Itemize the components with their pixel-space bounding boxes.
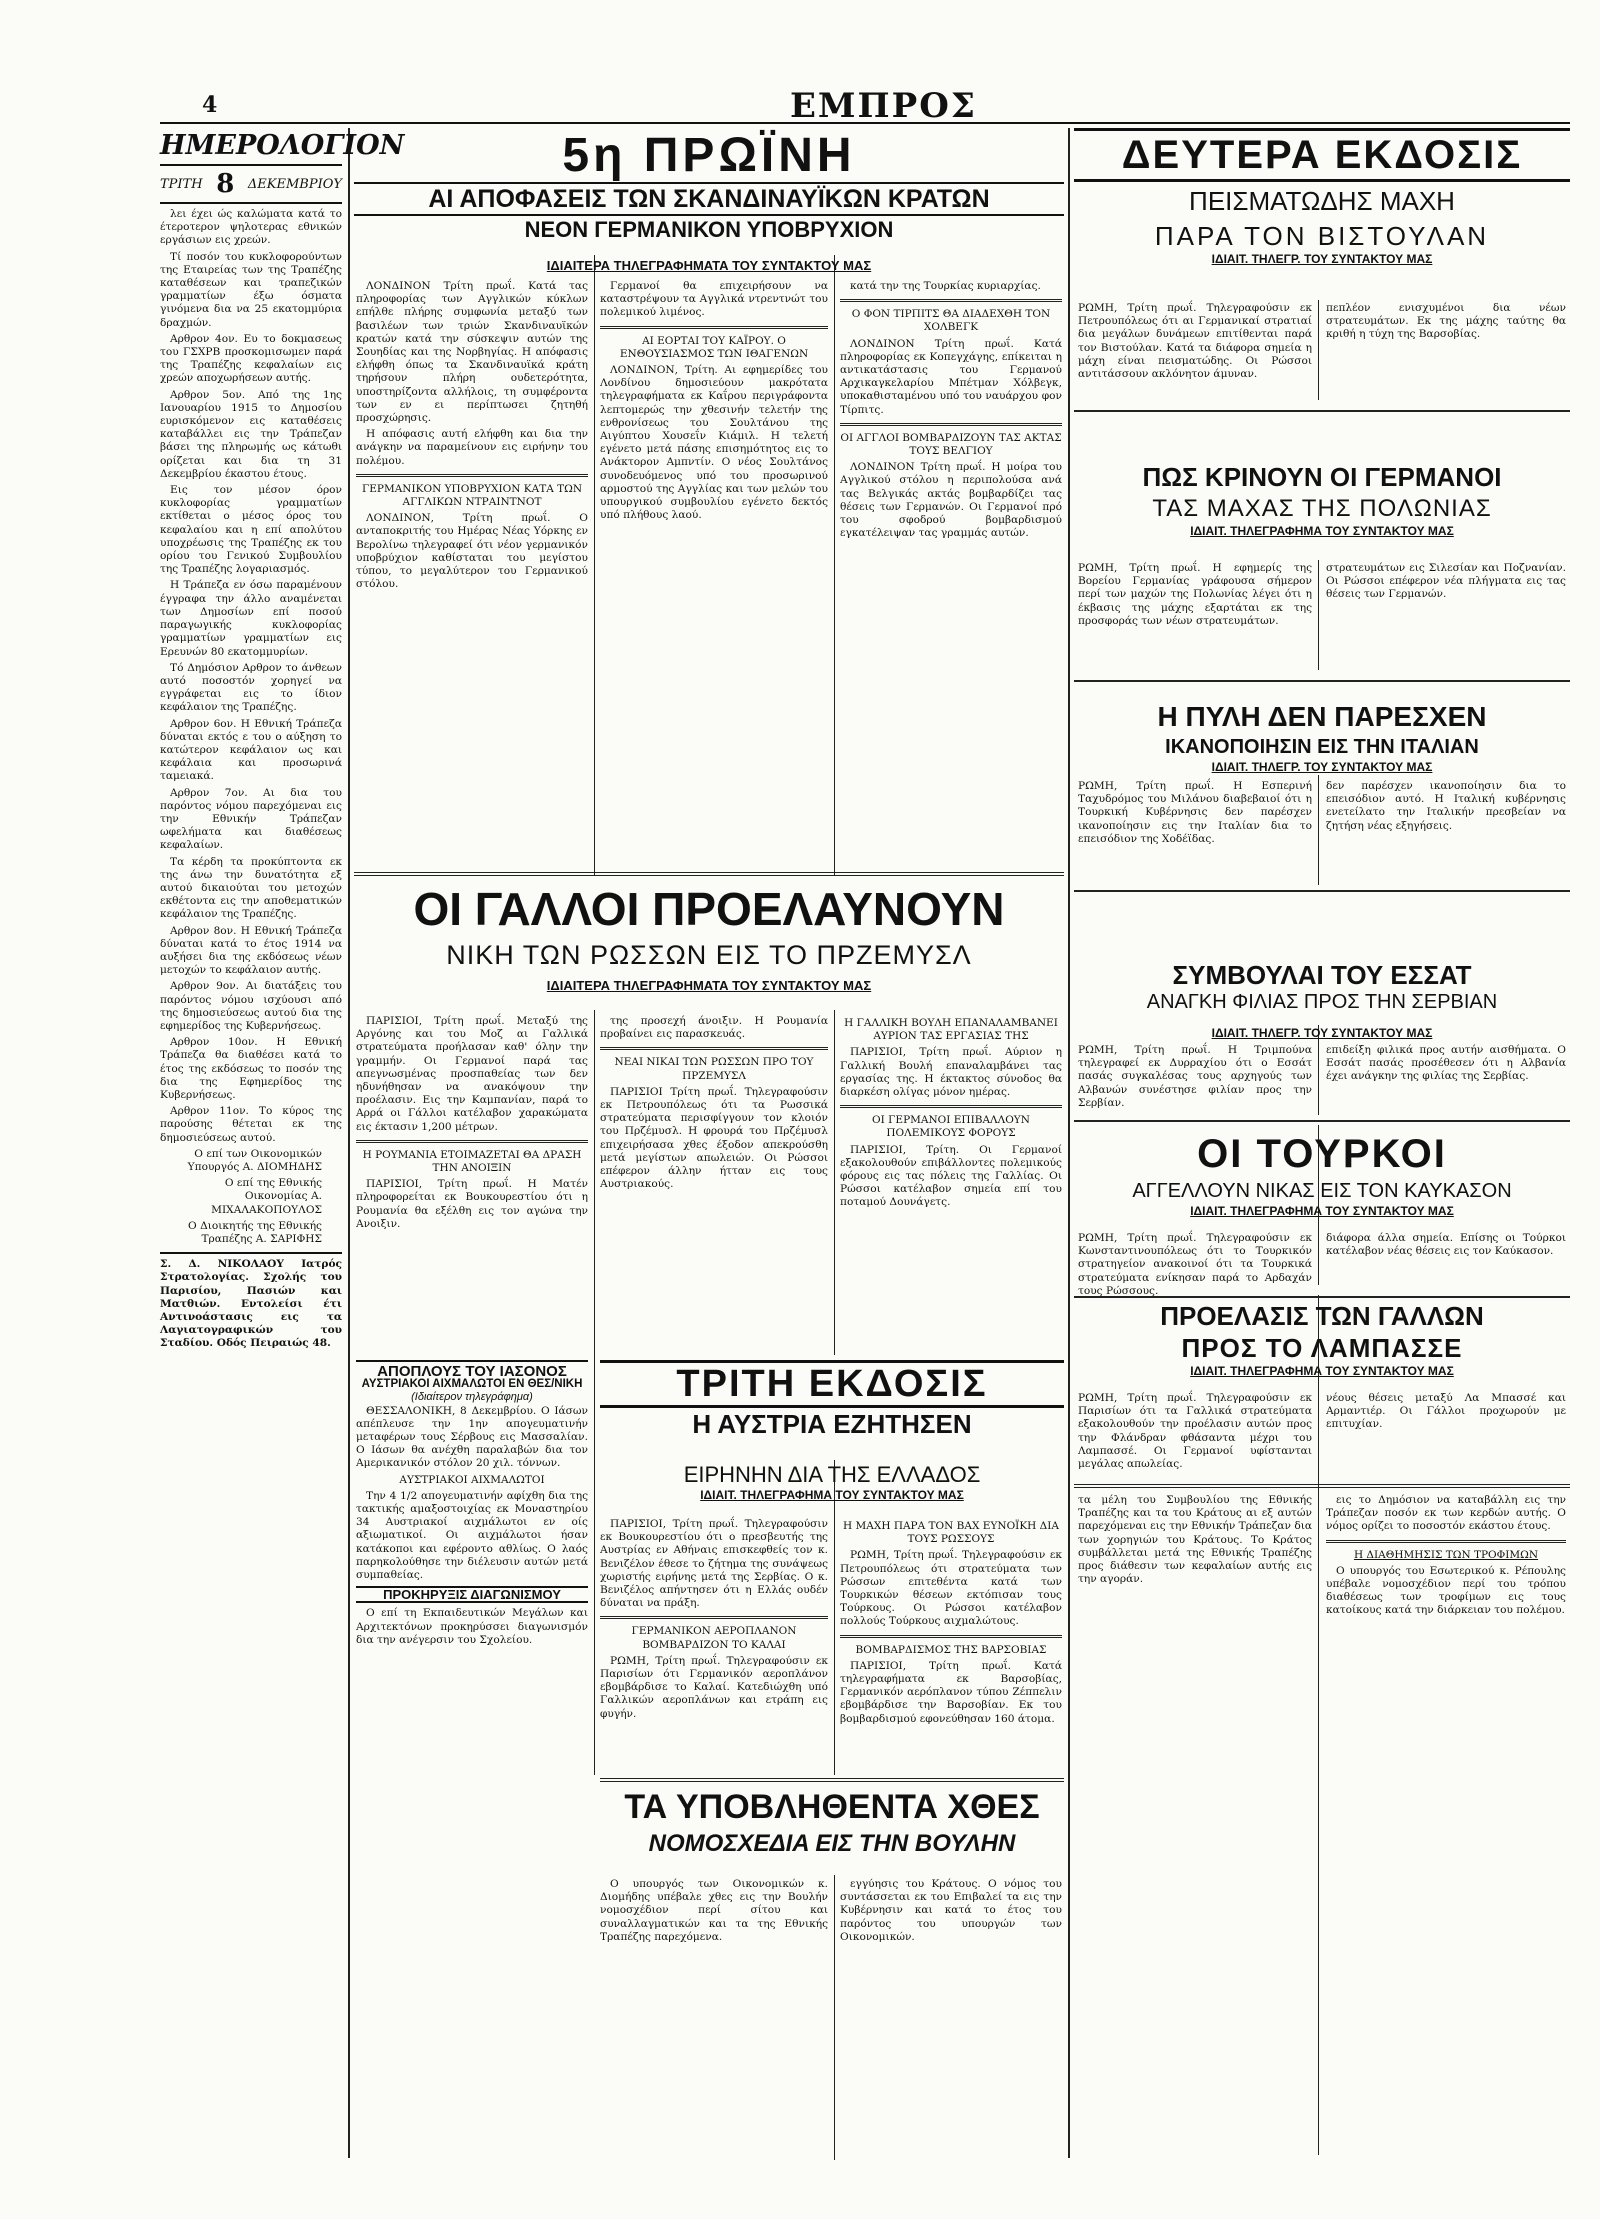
calendar-paragraph: Αρθρον 10ον. Η Εθνική Τράπεζα θα διαθέσει κατά το έτος της εκδόσεως το ποσόν της δια της Εφημερίδος της Κυβερνήσεως.: [160, 1036, 342, 1101]
byline: (Ιδιαίτερον τηλεγράφημα): [411, 1391, 533, 1404]
divider: [356, 1140, 588, 1143]
headline: ΠΩΣ ΚΡΙΝΟΥΝ ΟΙ ΓΕΡΜΑΝΟΙ: [1142, 462, 1502, 492]
article-bank-law: τα μέλη του Συμβουλίου της Εθνικής Τραπέζης και τα του Κράτους αι εξ αυτών παρεχόμεναι εις την Εθνικήν Τράπεζαν δια των χορηγιών του Κράτους. Το Κράτος συμβάλλεται μετά της Εθνικής Τραπέζης προς διάθεσιν των κεφαλαίων αυτής εις την αγοράν.: [1078, 1494, 1312, 1586]
third-edition-header: [600, 1360, 1064, 1460]
article-caucasus: ΡΩΜΗ, Τρίτη πρωΐ. Τηλεγραφούσιν εκ Κωνσταντινουπόλεως ότι το Τουρκικόν στρατηγείον ανακοινοί ότι τα Τουρκικά στρατεύματα ενίκησαν παρά το Αρδαχάν τους Ρώσσους.: [1078, 1232, 1312, 1297]
divider: [840, 299, 1062, 302]
column-divider: [1318, 1295, 1319, 2155]
calendar-paragraph: Τα κέρδη τα προκύπτοντα εκ της άνω την δυνατότητα εξ αυτού δικαιούται του μετοχών εκθέτοντα εις την αποθεματικών κεφάλαιον της Τραπέζης.: [160, 855, 342, 921]
article-french-chamber: [840, 1015, 1062, 1355]
column-divider: [834, 1875, 835, 2160]
article-poland-cont: στρατευμάτων εις Σιλεσίαν και Ποζνανίαν. Οι Ρώσσοι επέφερον νέα πλήγματα εις τας θέσεις των Γερμανών.: [1326, 562, 1566, 601]
article-text: ΠΑΡΙΣΙΟΙ, Τρίτη πρωΐ. Κατά τηλεγραφήματα εκ Βαρσοβίας, Γερμανικόν αερόπλανον τύπου Ζέππελιν εβομβάρδισε την Βαρσοβίαν. Εκ του βομβαρδισμού εφονεύθησαν 160 άτομα.: [840, 1659, 1062, 1725]
article-head: Η ΡΟΥΜΑΝΙΑ ΕΤΟΙΜΑΖΕΤΑΙ ΘΑ ΔΡΑΣΗ ΤΗΝ ΑΝΟΙΞΙΝ: [362, 1148, 582, 1175]
calendar-title: ΗΜΕΡΟΛΟΓΙΟΝ: [160, 130, 342, 166]
article-lambasse-cont: νέους θέσεις μεταξύ Λα Μπασσέ και Αρμαντιέρ. Οι Γάλλοι προχωρούν με επιτυχίαν.: [1326, 1392, 1566, 1431]
article-poland: ΡΩΜΗ, Τρίτη πρωΐ. Η εφημερίς της Βορείου Γερμανίας γράφουσα σήμερον περί των μαχών της Πολωνίας λέγει ότι η έκβασις της μάχης εξαρτάται εκ της προσφοράς των νέων στρατευμάτων.: [1078, 562, 1312, 627]
masthead: ΕΜΠΡΟΣ: [790, 86, 977, 126]
byline: ΙΔΙΑΙΤ. ΤΗΛΕΓΡΑΦΗΜΑ ΤΟΥ ΣΥΝΤΑΚΤΟΥ ΜΑΣ: [700, 1488, 964, 1502]
article-vistula-cont: πεπλέον ενισχυμένοι δια νέων στρατευμάτων. Εκ της μάχης ταύτης θα κριθή η τύχη της Βαρσοβίας.: [1326, 302, 1566, 341]
article-gallic-advance: [356, 1015, 588, 1355]
calendar-date-number: 8: [216, 169, 235, 199]
section-rule: [1074, 1120, 1570, 1122]
article-jason: [356, 1360, 588, 2160]
article-head: ΓΕΡΜΑΝΙΚΟΝ ΑΕΡΟΠΛΑΝΟΝ ΒΟΜΒΑΡΔΙΖΟΝ ΤΟ ΚΑΛΑΙ: [631, 1625, 797, 1651]
article-text: της προσεχή άνοιξιν. Η Ρουμανία προβαίνει εις παρασκευάς.: [600, 1015, 828, 1041]
judge-header: [1074, 460, 1570, 560]
edition-title: ΤΡΙΤΗ ΕΚΔΟΣΙΣ: [600, 1360, 1064, 1408]
subhead: ΝΕΟΝ ΓΕΡΜΑΝΙΚΟΝ ΥΠΟΒΡΥΧΙΟΝ: [524, 217, 894, 242]
section-rule: [1074, 410, 1570, 412]
article-italy-cont: δεν παρέσχεν ικανοποίησιν δια το επεισόδιον αυτό. Η Ιταλική κυβέρνησις ενετείλατο την Ιταλικήν πρεσβείαν να ζητήση νέας εξηγήσεις.: [1326, 780, 1566, 832]
article-text: ΛΟΝΔΙΝΟΝ, Τρίτη. Αι εφημερίδες του Λονδίνου δημοσιεύουν μακρότατα τηλεγραφήματα εκ Καΐρου περιγράφοντα λεπτομερώς την χθεσινήν τελετήν της ενθρονίσεως του Σουλτάνου της Αιγύπτου Χουσεΐν Κιάμιλ. Η τελετή εγένετο μετά πάσης επισημότητος εις το Ανάκτορον Αμπντίν. Ο νέος Σουλτάνος συνοδευόμενος υπό του προσωρινού αρμοστού της Αγγλίας και των μελών του υπουργικού συμβουλίου εγένετο δεκτός υπό πλήθους λαού.: [600, 364, 828, 522]
divider: [1326, 1540, 1566, 1543]
article-head: ΒΟΜΒΑΡΔΙΣΜΟΣ ΤΗΣ ΒΑΡΣΟΒΙΑΣ: [855, 1643, 1047, 1656]
article-text: ΠΑΡΙΣΙΟΙ Τρίτη πρωΐ. Τηλεγραφούσιν εκ Πετρουπόλεως ότι τα Ρωσσικά στρατεύματα περισφίγγουν τον κλοιόν του Πρζέμυσλ. Η φρουρά του Πρζέμυσλ επιχειρήσασα χθες έξοδον απεκρούσθη μετά μεγίστων απωλειών. Οι Ρώσσοι επέφερον άλλην ήτταν εις τους Αυστριακούς.: [600, 1085, 828, 1191]
essat-header: [1074, 960, 1570, 1024]
headline: ΤΑ ΥΠΟΒΛΗΘΕΝΤΑ ΧΘΕΣ: [624, 1788, 1040, 1826]
second-edition-header: [1074, 128, 1570, 298]
divider: [600, 1616, 828, 1619]
calendar-paragraph: Αρθρον 9ον. Αι διατάξεις του παρόντος νόμου ισχύουσι από της δημοσιεύσεως αυτού δια της εφημερίδος της Κυβερνήσεως.: [160, 980, 342, 1032]
subhead: ΝΟΜΟΣΧΕΔΙΑ ΕΙΣ ΤΗΝ ΒΟΥΛΗΝ: [648, 1830, 1016, 1857]
byline: ΙΔΙΑΙΤ. ΤΗΛΕΓΡΑΦΗΜΑ ΤΟΥ ΣΥΝΤΑΚΤΟΥ ΜΑΣ: [1190, 1364, 1454, 1378]
headline: ΟΙ ΤΟΥΡΚΟΙ: [1197, 1132, 1447, 1176]
article-bank-law-cont: [1326, 1494, 1566, 2154]
headline: ΑΙ ΑΠΟΦΑΣΕΙΣ ΤΩΝ ΣΚΑΝΔΙΝΑΥΪΚΩΝ ΚΡΑΤΩΝ: [354, 182, 1064, 216]
article-tirpitz: [840, 280, 1062, 870]
article-head: ΑΠΟΠΛΟΥΣ ΤΟΥ ΙΑΣΟΝΟΣ: [356, 1360, 588, 1378]
column-divider: [1318, 775, 1319, 885]
byline: ΙΔΙΑΙΤΕΡΑ ΤΗΛΕΓΡΑΦΗΜΑΤΑ ΤΟΥ ΣΥΝΤΑΚΤΟΥ ΜΑΣ: [546, 258, 872, 273]
article-text: εγγύησις του Κράτους. Ο νόμος του συντάσσεται εκ του Επιβαλεί τα εις την Κυβέρνησιν και κατά το έτος του παρόντος του υπουργών των Οικονομικών.: [840, 1878, 1062, 1943]
fifth-edition-header: [354, 130, 1064, 255]
signature: Ο επί της Εθνικής Οικονομίας Α. ΜΙΧΑΛΑΚΟΠΟΥΛΟΣ: [211, 1177, 322, 1216]
advance-header: [1074, 1300, 1570, 1390]
section-rule: [1074, 1296, 1570, 1298]
essat-byline: ΙΔΙΑΙΤ. ΤΗΛΕΓΡ. ΤΟΥ ΣΥΝΤΑΚΤΟΥ ΜΑΣ: [1211, 1026, 1433, 1040]
article-head: Ο ΦΟΝ ΤΙΡΠΙΤΣ ΘΑ ΔΙΑΔΕΧΘΗ ΤΟΝ ΧΟΛΒΕΓΚ: [851, 308, 1051, 334]
article-head: ΓΕΡΜΑΝΙΚΟΝ ΥΠΟΒΡΥΧΙΟΝ ΚΑΤΑ ΤΩΝ ΑΓΓΛΙΚΩΝ ΝΤΡΑΙΝΤΝΟΤ: [361, 482, 583, 509]
article-text: ΛΟΝΔΙΝΟΝ, Τρίτη πρωΐ. Ο ανταποκριτής του Ημέρας Νέας Υόρκης εν Βερολίνω τηλεγραφεί ότι νέον γερμανικόν υποβρύχιον καθίσταται του μεγίστου τύπου, το μεγαλύτερον του Γερμανικού στόλου.: [356, 512, 588, 591]
calendar-paragraph: Η Τράπεζα εν όσω παραμένουν έγγραφα την άλλο αναμένεται των Δημοσίων επί ποσού παραγωγικής κυκλοφορίας γραμματίων γραμματίων εις Ερευνών 80 εκατομμυρίων.: [160, 579, 342, 658]
article-text: κατά την της Τουρκίας κυριαρχίας.: [850, 280, 1041, 292]
section-rule: [1074, 890, 1570, 892]
calendar-body: [160, 208, 342, 1246]
gallic-header: [354, 880, 1064, 1010]
article-text: Ο υπουργός των Οικονομικών κ. Διομήδης υπέβαλε χθες εις την Βουλήν νομοσχέδιον περί σίτου και συναλλαγματικών και τα της Εθνικής Τραπέζης παρεχόμενα.: [600, 1878, 828, 1943]
article-head: ΑΥΣΤΡΙΑΚΟΙ ΑΙΧΜΑΛΩΤΟΙ: [399, 1473, 545, 1486]
article-austria-peace: [600, 1518, 828, 1773]
signature: Ο Διοικητής της Εθνικής Τραπέζης Α. ΣΑΡΙΦΗΣ: [188, 1219, 322, 1246]
article-przemysl: [600, 1015, 828, 1355]
gate-header: [1074, 700, 1570, 780]
column-divider: [594, 1355, 595, 1775]
subhead: ΑΝΑΓΚΗ ΦΙΛΙΑΣ ΠΡΟΣ ΤΗΝ ΣΕΡΒΙΑΝ: [1146, 991, 1498, 1013]
article-text: ΠΑΡΙΣΙΟΙ, Τρίτη πρωΐ. Μεταξύ της Αργόνης και του Μοζ αι Γαλλικά στρατεύματα προήλασαν καθ' όλην την γραμμήν. Οι Γερμανοί παρά τας απεγνωσμένας προσπαθείας των δεν ηδυνήθησαν να ανακόψουν την προέλασιν. Εις την Καμπανίαν, παρά το Αρρά οι Γάλλοι κατέλαβον χαρακώματα εις έκτασιν 1,200 μέτρων.: [356, 1015, 588, 1133]
article-cairo: [600, 280, 828, 870]
article-head: ΟΙ ΓΕΡΜΑΝΟΙ ΕΠΙΒΑΛΛΟΥΝ ΠΟΛΕΜΙΚΟΥΣ ΦΟΡΟΥΣ: [872, 1114, 1030, 1140]
divider: [600, 326, 828, 329]
section-rule: [1074, 1484, 1570, 1488]
calendar-month: ΔΕΚΕΜΒΡΙΟΥ: [247, 176, 342, 192]
calendar-paragraph: Αρθρον 4ον. Ευ το δοκμασεως του ΓΣΧΡΒ προσκομισωμεν παρά της Τραπέζης κεφαλαίων εις χρεών αποχωρήσεων αυτής.: [160, 332, 342, 385]
article-head: Η ΔΙΑΘΗΜΗΣΙΣ ΤΩΝ ΤΡΟΦΙΜΩΝ: [1353, 1548, 1539, 1561]
bills-header: [600, 1785, 1064, 1873]
subhead: ΤΑΣ ΜΑΧΑΣ ΤΗΣ ΠΟΛΩΝΙΑΣ: [1152, 495, 1492, 522]
headline: Η ΠΥΛΗ ΔΕΝ ΠΑΡΕΣΧΕΝ: [1157, 701, 1487, 732]
article-text: ΘΕΣΣΑΛΟΝΙΚΗ, 8 Δεκεμβρίου. Ο Ιάσων απέπλευσε την 1ην απογευματινήν μεταφέρων τους Σέρβους εις Μασσαλίαν. Ο Ιάσων θα ανέχθη παραλαβών δια τον Αμερικανικόν στόλον 20 χιλ. τόννων.: [356, 1404, 588, 1470]
article-italy: ΡΩΜΗ, Τρίτη πρωΐ. Η Εσπερινή Ταχυδρόμος του Μιλάνου διαβεβαιοί ότι η Τουρκική Κυβέρνησις δεν παρέσχεν ικανοποίησιν εις την Ιταλίαν δια το επεισόδιον της Χοδέϊδας.: [1078, 780, 1312, 845]
column-divider: [834, 255, 835, 875]
divider: [840, 1635, 1062, 1638]
calendar-paragraph: Τί ποσόν του κυκλοφορούντων της Εταιρείας των της Τραπέζης καταθέσεων και τραπεζικών γραμματίων έξω όσματα γινόμενα δια να 25 εκατομμύρια δραχμών.: [160, 250, 342, 329]
section-rule: [600, 1778, 1064, 1782]
headline: ΟΙ ΓΑΛΛΟΙ ΠΡΟΕΛΑΥΝΟΥΝ: [413, 883, 1005, 935]
article-scandinavian: [356, 280, 588, 870]
headline: ΠΡΟΕΛΑΣΙΣ ΤΩΝ ΓΑΛΛΩΝ: [1160, 1301, 1484, 1331]
divider: [356, 474, 588, 477]
subhead: ΑΓΓΕΛΛΟΥΝ ΝΙΚΑΣ ΕΙΣ ΤΟΝ ΚΑΥΚΑΣΟΝ: [1132, 1180, 1512, 1202]
article-head: Η ΓΑΛΛΙΚΗ ΒΟΥΛΗ ΕΠΑΝΑΛΑΜΒΑΝΕΙ ΑΥΡΙΟΝ ΤΑΣ ΕΡΓΑΣΙΑΣ ΤΗΣ: [844, 1017, 1058, 1043]
column-divider: [1068, 128, 1070, 2158]
divider: [840, 423, 1062, 426]
subhead: ΝΙΚΗ ΤΩΝ ΡΩΣΣΩΝ ΕΙΣ ΤΟ ΠΡΖΕΜΥΣΛ: [446, 940, 972, 970]
calendar-paragraph: λει έχει ώς καλώματα κατά το έτεροτερον ψηλοτερας εθνικών εργάσιων εις χρεών.: [160, 208, 342, 247]
byline: ΙΔΙΑΙΤ. ΤΗΛΕΓΡΑΦΗΜΑ ΤΟΥ ΣΥΝΤΑΚΤΟΥ ΜΑΣ: [1190, 524, 1454, 538]
headline: ΠΕΙΣΜΑΤΩΔΗΣ ΜΑΧΗ: [1189, 186, 1455, 216]
column-divider: [834, 1010, 835, 1355]
calendar-paragraph: Τό Δημόσιον Αρθρον το άνθεων αυτό ποσοστόν χορηγεί να εγγράφεται εις το ίδιον κεφάλαιον της Τραπέζης.: [160, 661, 342, 714]
calendar-paragraph: Αρθρον 7ον. Αι δια του παρόντος νόμου παρεχόμεναι εις την Εθνικήν Τράπεζαν ωφελήματα και διαθέσεως κεφαλαίων.: [160, 786, 342, 852]
headline: ΣΥΜΒΟΥΛΑΙ ΤΟΥ ΕΣΣΑΤ: [1172, 960, 1472, 990]
article-bills: [600, 1878, 828, 2158]
edition-title: ΔΕΥΤΕΡΑ ΕΚΔΟΣΙΣ: [1074, 128, 1570, 182]
column-divider: [348, 128, 350, 2158]
calendar-paragraph: Αρθρον 6ον. Η Εθνική Τράπεζα δύναται εκτός ε του ο αύξηση το κατώτερον κεφάλαιον ως και κεφάλαια και προσωρινά ταμειακά.: [160, 717, 342, 783]
article-text: ΠΑΡΙΣΙΟΙ, Τρίτη. Οι Γερμανοί εξακολουθούν επιβάλλοντες πολεμικούς φόρους εις τας πόλεις της Γαλλίας. Οι Ρώσσοι κατέλαβον σημεία επί του ποταμού Δουνάγετς.: [840, 1143, 1062, 1209]
column-divider: [1318, 560, 1319, 670]
byline: ΙΔΙΑΙΤΕΡΑ ΤΗΛΕΓΡΑΦΗΜΑΤΑ ΤΟΥ ΣΥΝΤΑΚΤΟΥ ΜΑΣ: [546, 978, 872, 993]
column-divider: [594, 255, 595, 875]
article-text: ΠΑΡΙΣΙΟΙ, Τρίτη πρωΐ. Αύριον η Γαλλική Βουλή επαναλαμβάνει τας εργασίας της. Η έκτακτος σύνοδος θα διαρκέση ολίγας μόνον ημέρας.: [840, 1046, 1062, 1099]
article-text: Ο υπουργός του Εσωτερικού κ. Ρέπουλης υπέβαλε νομοσχέδιον περί του τρόπου διαθέσεως των τροφίμων εις τους κατοίκους κατά την διάρκειαν του πολέμου.: [1326, 1564, 1566, 1617]
byline: ΙΔΙΑΙΤ. ΤΗΛΕΓΡ. ΤΟΥ ΣΥΝΤΑΚΤΟΥ ΜΑΣ: [1211, 760, 1433, 774]
article-essat: ΡΩΜΗ, Τρίτη πρωΐ. Η Τριμπούνα τηλεγραφεί εκ Δυρραχίου ότι ο Εσσάτ πασάς συγκαλέσας τους αρχηγούς των Αλβανών συνέστησε φιλίαν προς την Σερβίαν.: [1078, 1044, 1312, 1109]
divider: [840, 1105, 1062, 1108]
top-rule: [160, 122, 1570, 124]
article-text: ΛΟΝΔΙΝΟΝ Τρίτη πρωΐ. Κατά πληροφορίας εκ Κοπεγχάγης, επίκειται η αντικατάστασις του Γερμανού Αρχικαγκελαρίου Μπέτμαν Χόλβεγκ, υποκαθισταμένου υπό του ναυάρχου φον Τίρπιτς.: [840, 337, 1062, 416]
section-rule: [1074, 680, 1570, 682]
article-text: Γερμανοί θα επιχειρήσουν να καταστρέψουν τα Αγγλικά ντρεντνώτ του πολεμικού λιμένος.: [600, 280, 828, 319]
article-text: ΛΟΝΔΙΝΟΝ Τρίτη πρωΐ. Κατά τας πληροφορίας των Αγγλικών κύκλων επήλθε πλήρης συμφωνία μεταξύ των βασιλέων των τριών Σκανδιναυϊκών κρατών κατά την σύσκεψιν αυτών της Σουηδίας και της Νορβηγίας. Η απόφασις ελήφθη όπως τα Σκανδιναυϊκά κράτη τηρήσουν πλήρη ουδετερότητα, υποστηρίζοντα αλλήλοις, τη συμφέροντα των εν ει περίπτωσει ζητηθή προσχώρησις.: [356, 280, 588, 425]
article-head: ΑΙ ΕΟΡΤΑΙ ΤΟΥ ΚΑΪΡΟΥ. Ο ΕΝΘΟΥΣΙΑΣΜΟΣ ΤΩΝ ΙΘΑΓΕΝΩΝ: [619, 334, 809, 360]
subhead: ΙΚΑΝΟΠΟΙΗΣΙΝ ΕΙΣ ΤΗΝ ΙΤΑΛΙΑΝ: [1165, 736, 1479, 758]
divider: [600, 1047, 828, 1050]
article-text: ΡΩΜΗ, Τρίτη πρωΐ. Τηλεγραφούσιν εκ Παρισίων ότι Γερμανικόν αεροπλάνον εβομβάρδισε το Καλαί. Κατεδιώχθη υπό Γαλλικών αεροπλάνων και ετράπη εις φυγήν.: [600, 1654, 828, 1720]
article-bills-cont: [840, 1878, 1062, 2158]
column-divider: [594, 1010, 595, 1355]
calendar-paragraph: Αρθρον 5ον. Από της 1ης Ιανουαρίου 1915 το Δημοσίου ευρισκόμενον εις καταθέσεις καταβάλλει εις την Τράπεζαν βάσει της πληρωμής ως κάτωθι ορίζεται και δια τη 31 Δεκεμβρίου έκαστου έτους.: [160, 388, 342, 480]
article-text: εις το Δημόσιον να καταβάλλη εις την Τράπεζαν ποσόν εκ των κερδών αυτής. Ο νόμος ορίζει το ποσοστόν εκάστου έτους.: [1326, 1494, 1566, 1533]
article-head: ΠΡΟΚΗΡΥΞΙΣ ΔΙΑΓΩΝΙΣΜΟΥ: [356, 1586, 588, 1603]
subhead: ΠΑΡΑ ΤΟΝ ΒΙΣΤΟΥΛΑΝ: [1154, 221, 1490, 251]
calendar-date-line: [160, 166, 342, 204]
signature: Ο επί των Οικονομικών Υπουργός Α. ΔΙΟΜΗΔΗΣ: [187, 1147, 322, 1174]
byline: ΙΔΙΑΙΤ. ΤΗΛΕΓΡ. ΤΟΥ ΣΥΝΤΑΚΤΟΥ ΜΑΣ: [1211, 252, 1433, 266]
article-text: Την 4 1/2 απογευματινήν αφίχθη δια της τακτικής αμαξοστοιχίας εκ Μοναστηρίου 34 Αυστριακοί αιχμάλωτοι εν οίς αξιωματικοί. Οι αιχμάλωτοι ήσαν κατάκοποι και εφέροντο αθλίως. Ο λαός παρηκολούθησε την διέλευσιν αυτών μετά συμπαθείας.: [356, 1489, 588, 1582]
doctor-ad: Σ. Δ. ΝΙΚΟΛΑΟΥ Ιατρός Στρατολογίας. Σχολής του Παρισίου, Πασιών και Ματθιών. Εντολείσι έτι Αντινοάστασις εις τα Λαγιατογραφικών του Σταδίου. Οδός Πειραιώς 48.: [160, 1252, 342, 1350]
subhead: ΠΡΟΣ ΤΟ ΛΑΜΠΑΣΣΕ: [1181, 1333, 1463, 1363]
column-divider: [1318, 300, 1319, 400]
article-head: ΟΙ ΑΓΓΛΟΙ ΒΟΜΒΑΡΔΙΖΟΥΝ ΤΑΣ ΑΚΤΑΣ ΤΟΥΣ ΒΕΛΓΙΟΥ: [840, 431, 1062, 458]
article-head: ΝΕΑΙ ΝΙΚΑΙ ΤΩΝ ΡΩΣΣΩΝ ΠΡΟ ΤΟΥ ΠΡΖΕΜΥΣΛ: [614, 1056, 814, 1082]
article-caucasus-cont: διάφορα άλλα σημεία. Επίσης οι Τούρκοι κατέλαβον νέας θέσεις εις τον Καύκασον.: [1326, 1232, 1566, 1258]
turks-header: [1074, 1130, 1570, 1230]
calendar-column: [160, 130, 405, 2165]
calendar-paragraph: Εις τον μέσον όρον κυκλοφορίας γραμματίων εκτίθεται ο μέσος όρος του κεφαλαίου και η επί απολύτου υποχρέωσις της Τραπέζης εκ του ορίου του Γενικού Συμβουλίου της Τραπέζης λογαριασμός.: [160, 484, 342, 576]
edition-title: 5η ΠΡΩΪΝΗ: [562, 129, 856, 182]
article-essat-cont: επιδείξη φιλικά προς αυτήν αισθήματα. Ο Εσσάτ πασάς προσέθεσεν ότι η Αλβανία έχει ανάγκην της φιλίας της Σερβίας.: [1326, 1044, 1566, 1083]
article-text: ΠΑΡΙΣΙΟΙ, Τρίτη πρωΐ. Τηλεγραφούσιν εκ Βουκουρεστίου ότι ο πρεσβευτής της Αυστρίας εν Αθήναις επισκεφθείς τον κ. Βενιζέλον έθεσε το ζήτημα της συνάψεως χωριστής ειρήνης μετά της Σερβίας. Ο κ. Βενιζέλος απήντησεν ότι η Ελλάς ουδέν δύναται να πράξη.: [600, 1518, 828, 1610]
section-rule: [354, 872, 1064, 876]
article-text: Η απόφασις αυτή ελήφθη και δια την ανάγκην να παραμείνουν εις ειρήνην του πολέμου.: [356, 428, 588, 467]
article-text: ΡΩΜΗ, Τρίτη πρωΐ. Τηλεγραφούσιν εκ Πετρουπόλεως ότι στρατεύματα των Ρώσσων επιτεθέντα κατά των Τουρκικών θέσεων εκτόπισαν τους Τούρκους. Οι Ρώσσοι κατέλαβον πολλούς Τούρκους αιχμαλώτους.: [840, 1549, 1062, 1628]
byline: ΙΔΙΑΙΤ. ΤΗΛΕΓΡΑΦΗΜΑ ΤΟΥ ΣΥΝΤΑΚΤΟΥ ΜΑΣ: [1190, 1204, 1454, 1218]
headline: Η ΑΥΣΤΡΙΑ ΕΖΗΤΗΣΕΝ: [692, 1409, 972, 1439]
article-head: ΑΥΣΤΡΙΑΚΟΙ ΑΙΧΜΑΛΩΤΟΙ ΕΝ ΘΕΣ/ΝΙΚΗ: [361, 1378, 583, 1391]
article-text: Ο επί τη Εκπαιδευτικών Μεγάλων και Αρχιτεκτόνων προκηρύσσει διαγωνισμόν δια την ανέγερσιν του Σχολείου.: [356, 1607, 588, 1646]
calendar-paragraph: Αρθρον 8ον. Η Εθνική Τράπεζα δύναται κατά το έτος 1914 να αυξήσει δια της εκδόσεως νέων μετοχών το κεφάλαιον αυτής.: [160, 924, 342, 977]
subhead: ΕΙΡΗΝΗΝ ΔΙΑ ΤΗΣ ΕΛΛΑΔΟΣ: [683, 1462, 981, 1487]
article-lambasse: ΡΩΜΗ, Τρίτη πρωΐ. Τηλεγραφούσιν εκ Παρισίων ότι τα Γαλλικά στρατεύματα εξακολουθούν την προέλασιν αυτών προς την Φλάνδραν φθάσαντα μέχρι του Λαμπασσέ. Οι Γερμανοί υφίστανται μεγάλας απωλείας.: [1078, 1392, 1312, 1471]
article-warsaw: [840, 1518, 1062, 1773]
article-text: ΠΑΡΙΣΙΟΙ, Τρίτη πρωΐ. Η Ματέν πληροφορείται εκ Βουκουρεστίου ότι η Ρουμανία θα εξέλθη εις τον αγώνα την Ανοιξιν.: [356, 1178, 588, 1230]
calendar-paragraph: Αρθρον 11ον. Το κύρος της παρούσης θέτεται εκ της δημοσιεύσεως αυτού.: [160, 1105, 342, 1144]
page-number: 4: [202, 92, 218, 118]
third-edition-sub: [600, 1462, 1064, 1514]
article-text: ΛΟΝΔΙΝΟΝ Τρίτη πρωΐ. Η μοίρα του Αγγλικού στόλου η περιπολούσα ανά τας Βελγικάς ακτάς βομβαρδίζει τας θέσεις των Γερμανών. Οι Γερμανοί πρό του σφοδρού βομβαρδισμού εγκατέλειψαν τας γραμμάς αυτών.: [840, 461, 1062, 540]
article-head: Η ΜΑΧΗ ΠΑΡΑ ΤΟΝ ΒΑΧ ΕΥΝΟΪΚΗ ΔΙΑ ΤΟΥΣ ΡΩΣΣΟΥΣ: [843, 1520, 1059, 1546]
calendar-day: ΤΡΙΤΗ: [160, 176, 203, 192]
article-vistula: ΡΩΜΗ, Τρίτη πρωΐ. Τηλεγραφούσιν εκ Πετρουπόλεως ότι αι Γερμανικαί στρατιαί δια μεγάλων δυνάμεων επιτίθενται παρά τον Βιστούλαν. Κατά τα διάφορα σημεία η μάχη είναι πεισματώδης. Οι Ρώσσοι αντιτάσσουν ακλόνητον άμυναν.: [1078, 302, 1312, 381]
